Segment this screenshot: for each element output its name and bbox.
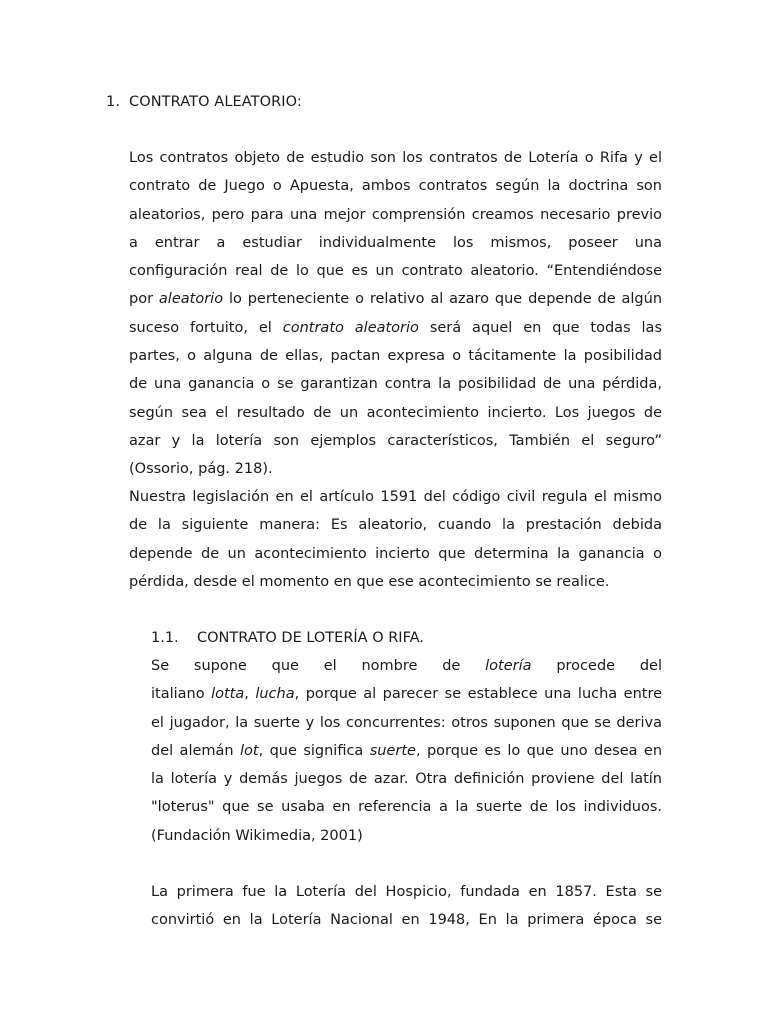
section-heading [106, 92, 302, 112]
subsection-title: CONTRATO DE LOTERÍA O RIFA. [197, 630, 424, 646]
italic-term: lotta [211, 686, 245, 703]
text-line: contrato de Juego o Apuesta, ambos contratos según la doctrina son [129, 178, 662, 195]
paragraph-historia-loteria [151, 878, 662, 935]
text-segment: por [129, 291, 154, 308]
text-segment: del alemán [151, 742, 234, 759]
text-line: "loterus" que se usaba en referencia a la suerte de los individuos. [151, 799, 662, 816]
text-segment: italiano [151, 686, 205, 703]
text-segment: , porque al parecer se establece una lucha entre [294, 686, 663, 703]
text-line: de una ganancia o se garantizan contra la posibilidad de una pérdida, [129, 376, 662, 393]
text-line: la lotería y demás juegos de azar. Otra definición proviene del latín [151, 771, 662, 788]
text-line: a entrar a estudiar individualmente los mismos, poseer una [129, 234, 662, 251]
subsection-heading [151, 628, 424, 648]
text-line: azar y la lotería son ejemplos característicos, También el seguro” [129, 432, 662, 449]
text-line [151, 737, 662, 765]
italic-term: lot [240, 742, 259, 759]
text-line: el jugador, la suerte y los concurrentes: otros suponen que se deriva [151, 714, 662, 731]
section-number: 1. [106, 94, 121, 110]
text-segment: , que significa [258, 742, 364, 759]
text-segment: procede del [556, 658, 663, 674]
text-line [129, 285, 662, 313]
text-segment: , [244, 686, 249, 703]
italic-term: lucha [255, 686, 295, 703]
text-line: La primera fue la Lotería del Hospicio, fundada en 1857. Esta se [151, 884, 662, 900]
text-line: Nuestra legislación en el artículo 1591 del código civil regula el mismo [129, 489, 662, 505]
text-line [151, 652, 662, 680]
text-line [129, 314, 662, 342]
text-line: partes, o alguna de ellas, pactan expresa o tácitamente la posibilidad [129, 348, 662, 365]
text-segment: , porque es lo que uno desea en [415, 742, 663, 759]
text-line [151, 680, 662, 708]
text-line: depende de un acontecimiento incierto que determina la ganancia o [129, 545, 662, 562]
italic-term: contrato aleatorio [282, 319, 419, 336]
text-line: pérdida, desde el momento en que ese acontecimiento se realice. [129, 573, 610, 590]
italic-term: aleatorio [158, 291, 224, 308]
text-segment: Se supone que el nombre de [151, 658, 461, 674]
paragraph-legislacion [129, 483, 662, 596]
text-line: según sea el resultado de un acontecimiento incierto. Los juegos de [129, 404, 662, 421]
paragraph-loteria [151, 652, 662, 850]
text-line: (Ossorio, pág. 218). [129, 461, 273, 478]
text-line: convirtió en la Lotería Nacional en 1948, En la primera época se [151, 912, 662, 929]
text-segment: será aquel en que todas las [429, 319, 662, 336]
text-segment: lo perteneciente o relativo al azaro que depende de algún [228, 291, 663, 308]
text-line: aleatorios, pero para una mejor comprensión creamos necesario previo [129, 206, 662, 223]
section-title: CONTRATO ALEATORIO: [129, 94, 302, 110]
text-line: configuración real de lo que es un contrato aleatorio. “Entendiéndose [129, 263, 662, 280]
text-segment: suceso fortuito, el [129, 319, 272, 336]
italic-term: lotería [485, 658, 532, 674]
italic-term: suerte [369, 742, 416, 759]
text-line: Los contratos objeto de estudio son los contratos de Lotería o Rifa y el [129, 150, 662, 166]
paragraph-contrato-aleatorio [129, 144, 662, 484]
subsection-number: 1.1. [151, 630, 179, 646]
text-line: (Fundación Wikimedia, 2001) [151, 827, 363, 844]
text-line: de la siguiente manera: Es aleatorio, cuando la prestación debida [129, 517, 662, 534]
